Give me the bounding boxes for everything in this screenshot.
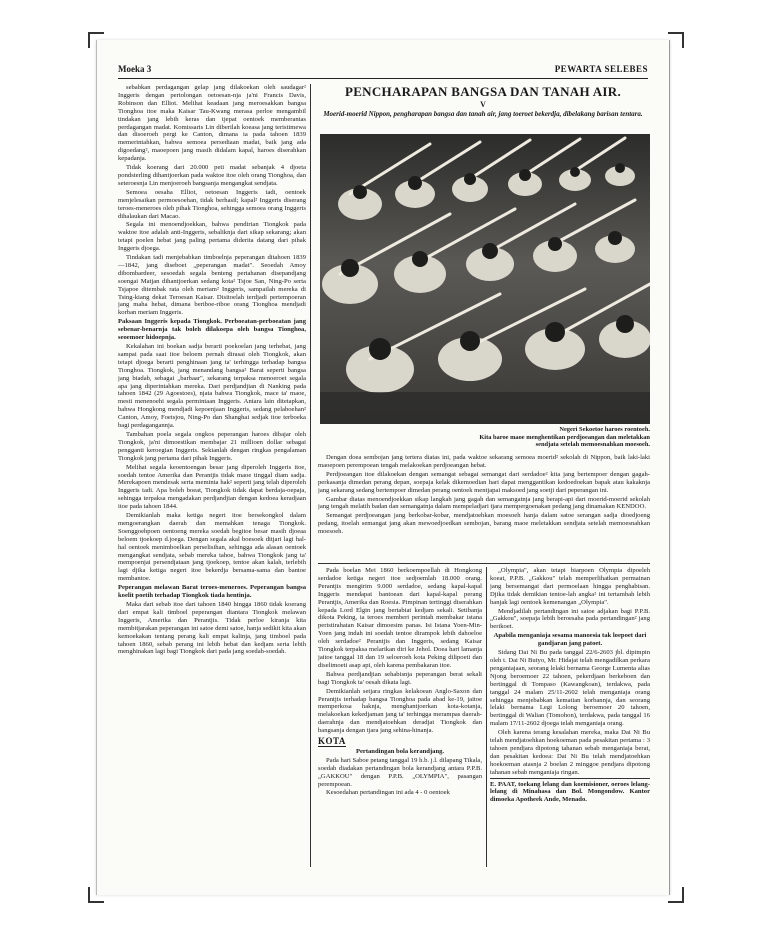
mid-paragraph: Demikianlah setjara ringkas kelakoean Anglo-Saxon dan Perantjis terhadap bangsa Tionghoa pada abad ke-19, jaitoe memperkosa haknja, menghantjoerkan kota-kotanja, melakoekan kekedjaman jang ta' terhingga merampas daerah-daerahnja dan mendjatoehkan deradjat Tiongkok dan bangsanja dengan tjara jang sehina-hinanja. <box>318 687 482 735</box>
article-title: PENCHARAPAN BANGSA DAN TANAH AIR. <box>344 84 622 99</box>
left-paragraph: Tindakan tadi menjebabkan timboelnja peperangan ditahoen 1839—1842, jang diseboet „peperangan madat". Seoedah Amoy dibombardeer, sesoedah segala benteng pertahanan disepandjang soengai Matjan dihantjoerkan sedang kota² Tsjoe San, Ning-Po serta Tsjapoe ditembak rata oleh meriam² Inggeris, sampailah mereka di Tsing-kiang dekat Teroesan Kaisar. Disitoelah terdjadi pertempoeran jang maha hebat, dimana beriboe-riboe orang Tionghoa mendjadi korban meriam Inggeris. <box>118 254 306 317</box>
column-divider <box>486 567 487 867</box>
caption-line: Negeri Sekoetoe haroes roentoeh. <box>559 426 650 433</box>
left-subheading: Paksaan Inggeris kepada Tiongkok. Perboeatan-perboeatan jang sebenar-benarnja tak boleh dilakoepa oleh bangsa Tionghoa, seoemoer hidoepnja. <box>118 318 306 342</box>
right-paragraph: Sidang Dai Ni Bu pada tanggal 22/6-2603 jbl. dipimpin oleh t. Dai Ni Butyo, Mr. Hidajat telah mengadilkan perkara penganiajaan, seorang lelaki bernama George Lumenta alias Njong beroemoer 22 tahoen, pekerdjaan berkeboen dan bertinggal di Tompaso (Kawangkoan), terdakwa, pada tanggal 24 malam 25/11-2602 telah menganiaja orang sehingga menjebabkan kematian korbannja, dan seorang lelaki bernama Legi Lolong beroemoer 20 tahoen, bertinggal di Walian (Tomohon), terdakwa, pada tanggal 16 malam 17/11-2602 djoega telah menganiaja orang. <box>490 649 650 728</box>
page-header <box>118 64 648 79</box>
left-paragraph: Demikianlah maka ketiga negeri itoe bersekongkol dalam mengoerangkan daerah dan memahkan tenaga Tiongkok. Soenggoehpoen oentoeng mereka soedah begitoe besar masih djoeaa beloem tjoekoep d.joega. Dengan segala akal boesoek ditjari lagi hal-hal oentoek menimboelkan perselisihan, sehingga ada alasan oentoek mengangkat sendjata, sebab mereka tahoe, bahwa Tiongkok jang ta' mempoenjai persendjataan jang tjoekoep, tentoe akan kalah, terlebih lagi djika ketiga negeri itoe bekerdja bersama-sama dan bantoe membantoe. <box>118 512 306 583</box>
left-subheading: Peperangan melawan Barat teroes-meneroes. Peperangan bangsa koelit poetih terhadap Tiongkok tiada hentinja. <box>118 584 306 600</box>
left-paragraph: Tambahan poela segala ongkos peperangan haroes dibajar oleh Tiongkok, ja'ni dimoestikan membajar 21 millioen dollar sebagai pengganti keroegian Inggeris. Sekianlah dengan ringkas pengalaman Tiongkok jang pertama dari pihak Inggeris. <box>118 430 306 462</box>
left-paragraph: sebabkan perdagangan gelap jang dilakoekan oleh saudagar² Inggeris dengan pertolongan oetoesan-nja ja'ni Francis Davis, Robinson dan Elliot. Melihat keadaan jang meroesakkan bangsa Tionghoa itoe maka Kaisar Tau-Kwang merasa perloe mengambil tindakan jang lebih keras dan tjepat oentoek memberantas perdagangan madat. Komissaris Lin diberilah koeasa jang teristimewa dan disoeroeh pergi ke Canton, dimana ia pada tahoen 1839 memerintahkan, bahwa semoea persediaan madat, baik jang ada digoedang², maoepoen jang masih didalam kapal, haroes diserahkan kepadanja. <box>118 84 306 163</box>
kota-paragraph: Kesoedahan pertandingan ini ada 4 - 0 oentoek <box>326 789 450 797</box>
left-paragraph: Semoea oesaha Elliot, oetoesan Inggeris tadi, oentoek menjelesaikan permoesoehan, tidak berhasil; kapal² Inggeris diserang teroes-meneroes oleh pihak Tionghoa, sehingga semoea orang Inggeris dihalaukan dari Macao. <box>118 188 306 220</box>
right-paragraph: „Olympia", akan tetapi biarpoen Olympia dipoeleh koeat, P.P.B. „Gakkou" telah memperlihatkan permainan jang bersemangat dari permoelaan hingga penghabisan. Djika tidak demikian tentoe-lah angka² ini tertambah lebih banjak lagi oentoek kemenangan „Olympia". <box>490 567 650 606</box>
right-paragraph: Mendjadilah pertandingan ini satoe adjakan bagi P.P.B. „Gakkou", soepaja lebih beroesaha pada pertandingan² jang berikoet. <box>490 607 650 631</box>
middle-column <box>318 567 482 867</box>
crop-mark-bottom-right <box>668 887 684 903</box>
right-column <box>490 567 650 867</box>
caption-line: Kita baroe maoe menghentikan perdjoeangan dan meletakkan <box>479 433 650 441</box>
article-paragraph: Perdjoeangan itoe dilakoekan dengan semangat sebagai semangat dari serdadoe² kita jang bertempoer dengan gagah-perkasanja dimedan perang depan, soepaja kelak dikemoedian hari dapat menggantikan kedoedoekan bapak atau kakaknja jang sekarang sedang bertempoer dimedan perang oentoek mentjapai maksoed jang soetji dari peperangan ini. <box>318 470 650 494</box>
kota-heading: KOTA <box>318 736 346 747</box>
caption-line: sendjata setelah memoesnahkan moesoeh. <box>535 441 650 449</box>
article-paragraph: Dengan doea sembojan jang tertera diatas ini, pada waktoe sekarang semoea moerid² sekolah di Nippon, baik laki-laki maoepoen perempoean tengah melakoekan perdjoeangan hebat. <box>318 454 650 469</box>
mid-paragraph: Pada boelan Mei 1860 berkoempoellah di Hongkong serdadoe ketiga negeri itoe sedjoemlah 18.000 orang. Perantjis mengirim 9.000 serdadoe, sedang kapal-kapal Inggeris mendapat bantoean dari kapal-kapal perang Perantjis, Amerika dan Roesia. Pimpinan tertinggi diserahkan kepada Lord Elgin jang bertabiat kedjam sekali. Setibanja dikota Peking, ia teroes memberi perintah membakar istana peristirahatan Kaisar dimoesim panas. Isi Istana Yoen-Min-Yoen jang indah ini soedah tentoe dirampok lebih dahoeloe oleh serdadoe² Perantjis dan Inggeris, sedang Kaisar Tiongkok terpaksa melarikan diri ke Jehol. Doea hari lamanja jaitoe tanggal 18 dan 19 seloeroeh kota Peking dilipoeti dan diselimoeti asap api, oleh karena pembakaran itoe. <box>318 567 482 669</box>
right-paragraph: Oleh karena terang kesalahan mereka, maka Dai Ni Bu telah mendjatoehkan hoekoeman pada pesakitan pertama : 3 tahoen pendjara dipotong tahanan sebab menganiaja berat, dan pesakitan kedoea: Dai Ni Bu telah mendjatoehkan hoekoeman atasnja 2 boelan 2 minggoe pendjara dipotong tahanan sebab menganiaja ringan. <box>490 729 650 776</box>
photo-caption <box>320 426 650 449</box>
left-paragraph: Tidak koerang dari 20.000 peti madat sebanjak 4 djoeta pondsterling dihantjoerkan pada waktoe itoe oleh orang Tionghoa, dan seteroesnja Lin menjoeroeh bangsanja mengangkat sendjata. <box>118 164 306 187</box>
column-divider <box>310 84 311 867</box>
crop-mark-top-left <box>88 32 104 48</box>
article-paragraph: Gambar diatas menoendjoekkan sikap langkah jang gagah dan semangatnja jang berapi-api dari moerid-moerid sekolah jang tengah melatih badan dan semangatnja dalam mempeladjari tjara mempergoenakan pedang jang dinamakan KENDOO. <box>318 495 650 511</box>
right-subheading: Apabila menganiaja sesama manoesia tak loepoet dari gandjaran jang patoet. <box>493 632 647 648</box>
mid-paragraph: Bahwa perdjandjian sehabisnja peperangan berat sekali bagi Tiongkok ta' oesah dikata lagi. <box>318 670 482 686</box>
advertisement: E. PAAT, toekang lelang dan koemisioner, oeroes lelang-lelang di Minahasa dan Bol. Mongondow. Kantor dimoeka Apotheek Ande, Menado. <box>490 778 650 805</box>
article-lead: Moerid-moerid Nippon, pengharapan bangsa dan tanah air, jang toeroet bekerdja, dibelakang barisan tentara. <box>323 110 643 118</box>
page-number: Moeka 3 <box>118 64 152 74</box>
kendo-students-photo <box>320 134 650 424</box>
left-column <box>118 84 306 867</box>
newspaper-name: PEWARTA SELEBES <box>554 64 648 74</box>
kota-subheading: Pertandingan bola kerandjang. <box>355 747 445 755</box>
crop-mark-bottom-left <box>88 887 104 903</box>
left-paragraph: Maka dari sebab itoe dari tahoen 1840 hingga 1860 tidak koerang dari empat kali timboel peperangan diantara Tiongkok melawan Inggeris, Amerika dan Perantjis. Tidak perloe kiranja kita membitjarakan peperangan ini satoe demi satoe, hanja sedikit kita akan kemoekakan tentang perang kali empat kalinja, jang timboel pada tahoen 1860, sebab perang ini lebih hebat dan kedjam serta lebih menghinakan lagi bagi Tiongkok dari pada jang soedah-soedah. <box>118 601 306 656</box>
left-paragraph: Melihat segala keoentoengan besar jang diperoleh Inggeris itoe, soedah tentoe Amerika dan Perantjis tidak maoe tinggal diam sadja. Merekapoen mendesak serta meminta hak² seperti jang telah diperoleh Inggeris tadi. Apa boleh boeat, Tiongkok tidak dapat berdaja-oepaja, sehingga terpaksa mengadakan perdjandjian dengan kedoea keradjaan itoe pada tahoen 1844. <box>118 463 306 511</box>
article-paragraph: Semangat perdjoeangan jang berkobar-kobar, mendjatoehkan moesoeh hanja dalam satoe serangan sadja dioedjoeng pedang, itoelah semangat jang akan mewoedjoedkan sembojan, barang maoe meletakkan sendjata setelah memoesnahkan moesoeh. <box>318 512 650 536</box>
left-paragraph: Segala ini menoendjoekkan, bahwa pendirian Tiongkok pada waktoe itoe adalah anti-Inggeris, sebaliknja dari sikap sekarang; akan tetapi poelen hebat jang paling pertama diderita datang dari pihak Inggeris djoega. <box>118 221 306 253</box>
article-section-number: V <box>480 100 486 109</box>
horizontal-divider <box>318 563 650 564</box>
left-paragraph: Kekalahan ini boekan sadja berarti poekoelan jang terhebat, jang sampai pada saat itoe beloem pernah dirasai oleh Tiongkok, akan tetapi djoega berarti penghinaan jang ta' terhingga terhadap bangsa Tionghoa. Tiongkok, jang menandang bangsa² Barat seperti bangsa jang biadab, sebagai „barbaar", sekarang terpaksa menoeroet segala apa jang diperintahkan mereka. Dari perdjandjian di Nanking pada tahoen 1842 (29 Agoestoes), njata bahwa Tiongkok, mace ta' maoe, mesti menenoehi segala permintaan Inggeris. Antara lain ditetapkan, bahwa Hongkong mendjadi kepoenjaan Inggeris, sedang pelaboehan² Canton, Amoy, Foetsjou, Ning-Po dan Shanghai sedjak itoe terboeka bagi perdagangannja. <box>118 343 306 430</box>
crop-mark-top-right <box>668 32 684 48</box>
kota-paragraph: Pada hari Saboe petang tanggal 19 h.b. j.l. dilapang Tikala, soedah diadakan pertandingan bola kerandjang antara P.P.B. „GAKKOU" dengan P.P.B. „OLYMPIA", pasangan perempoean. <box>318 756 482 788</box>
article-body <box>318 454 650 560</box>
